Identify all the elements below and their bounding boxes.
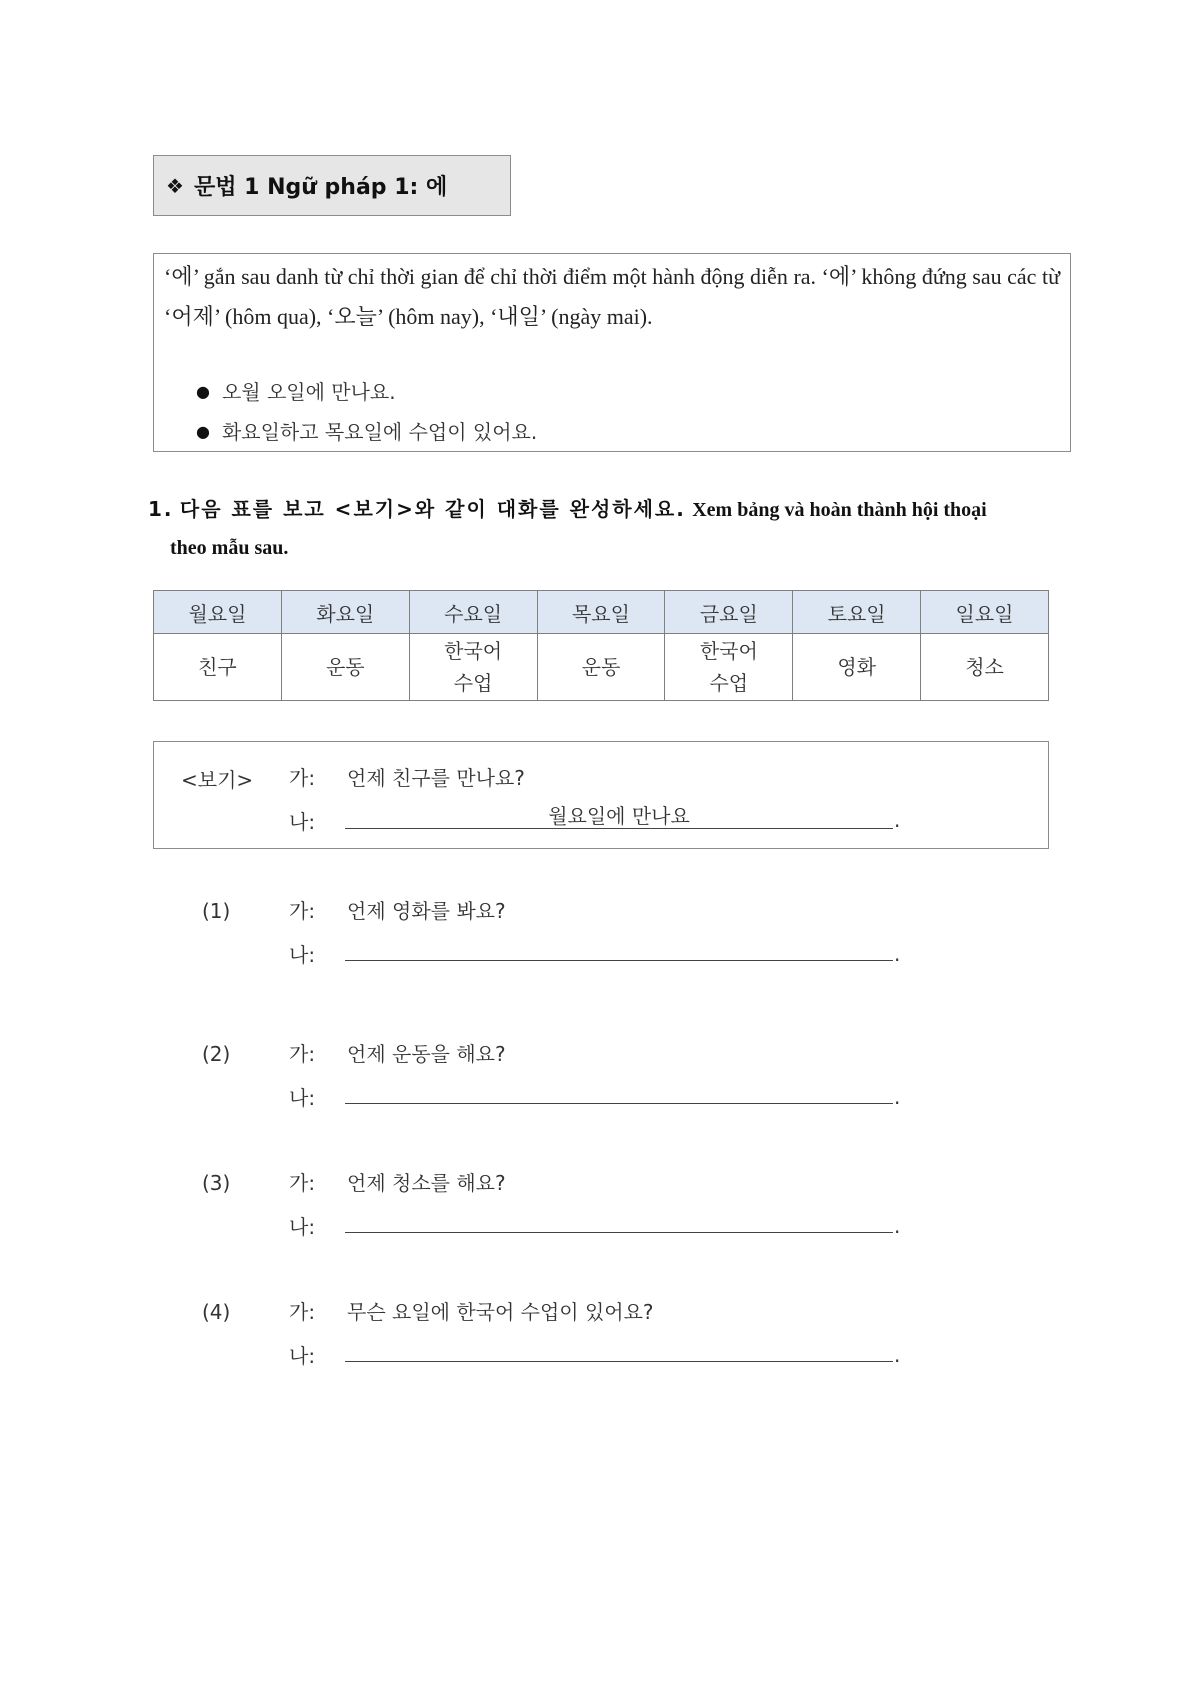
period: .	[894, 1343, 901, 1367]
question-text: 언제 영화를 봐요?	[347, 899, 506, 923]
activity-cell: 한국어 수업	[665, 634, 793, 701]
speaker-a: 가:	[289, 1042, 316, 1066]
answer-line[interactable]	[345, 1333, 893, 1362]
instruction-vietnamese-cont: theo mẫu sau.	[170, 537, 289, 559]
question-text: 언제 운동을 해요?	[347, 1042, 506, 1066]
question-number: (4)	[202, 1300, 231, 1324]
answer-line[interactable]	[345, 1075, 893, 1104]
day-header: 월요일	[154, 591, 282, 634]
day-header: 화요일	[281, 591, 409, 634]
answer-line[interactable]	[345, 932, 893, 961]
speaker-b: 나:	[289, 1344, 316, 1368]
day-header: 일요일	[921, 591, 1049, 634]
speaker-b: 나:	[289, 810, 316, 834]
explanation-box	[153, 253, 1071, 452]
activity-cell: 친구	[154, 634, 282, 701]
answer-line[interactable]	[345, 1204, 893, 1233]
example-sentence-2: ● 화요일하고 목요일에 수업이 있어요.	[196, 420, 538, 444]
bullet-icon: ●	[196, 422, 210, 441]
schedule-header-row	[154, 591, 1049, 634]
speaker-a: 가:	[289, 1171, 316, 1195]
speaker-b: 나:	[289, 1086, 316, 1110]
question-number: (1)	[202, 899, 231, 923]
exercise-instruction	[148, 490, 1058, 567]
period: .	[894, 1085, 901, 1109]
day-header: 토요일	[793, 591, 921, 634]
activity-cell: 운동	[281, 634, 409, 701]
example-answer: 월요일에 만나요	[345, 800, 893, 829]
grammar-title-box	[153, 155, 511, 216]
speaker-b: 나:	[289, 943, 316, 967]
explanation-text: ‘에’ gắn sau danh từ chỉ thời gian để chỉ thời điểm một hành động diễn ra. ‘에’ không đứng sau các từ ‘어제’ (hôm qua), ‘오늘’ (hôm nay), ‘내일’ (ngày mai).	[164, 264, 1060, 329]
exercise-number: 1.	[148, 497, 174, 521]
schedule-table	[153, 590, 1049, 701]
speaker-a: 가:	[289, 766, 316, 790]
question-number: (2)	[202, 1042, 231, 1066]
instruction-vietnamese: Xem bảng và hoàn thành hội thoại	[692, 499, 987, 521]
activity-cell: 영화	[793, 634, 921, 701]
example-question: 언제 친구를 만나요?	[347, 766, 525, 790]
activity-cell: 운동	[537, 634, 665, 701]
example-sentence-1: ● 오월 오일에 만나요.	[196, 380, 396, 404]
question-number: (3)	[202, 1171, 231, 1195]
example-box	[153, 741, 1049, 849]
day-header: 수요일	[409, 591, 537, 634]
speaker-a: 가:	[289, 1300, 316, 1324]
diamond-icon: ❖	[166, 173, 184, 198]
instruction-korean: 다음 표를 보고 <보기>와 같이 대화를 완성하세요.	[179, 497, 686, 521]
day-header: 목요일	[537, 591, 665, 634]
grammar-title: 문법 1 Ngữ pháp 1: 에	[193, 175, 448, 200]
speaker-a: 가:	[289, 899, 316, 923]
example-label: <보기>	[181, 768, 254, 792]
activity-cell: 청소	[921, 634, 1049, 701]
day-header: 금요일	[665, 591, 793, 634]
schedule-activity-row	[154, 634, 1049, 701]
activity-cell: 한국어 수업	[409, 634, 537, 701]
question-text: 언제 청소를 해요?	[347, 1171, 506, 1195]
speaker-b: 나:	[289, 1215, 316, 1239]
period: .	[894, 942, 901, 966]
period: .	[894, 808, 901, 832]
bullet-icon: ●	[196, 382, 210, 401]
question-text: 무슨 요일에 한국어 수업이 있어요?	[347, 1300, 654, 1324]
period: .	[894, 1214, 901, 1238]
